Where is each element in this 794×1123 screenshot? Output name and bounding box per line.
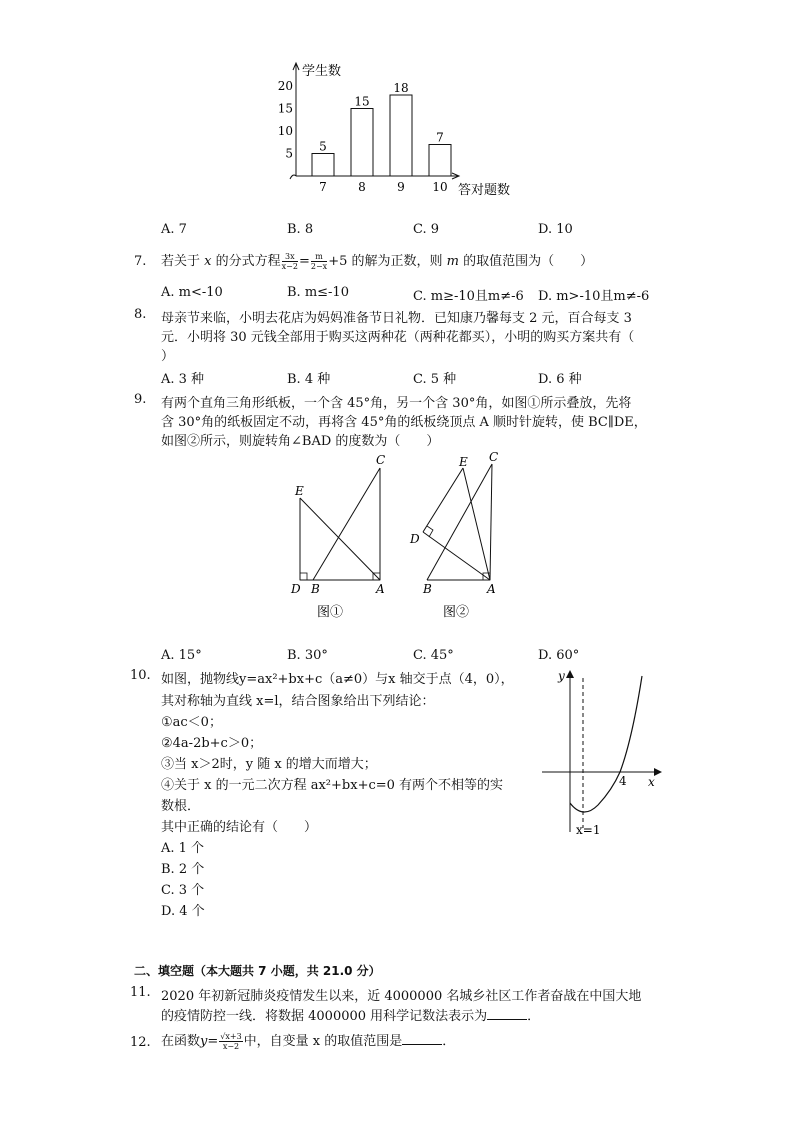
q8-number: 8. [134,307,147,322]
section-heading-fill-in: 二、填空题（本大题共 7 小题，共 21.0 分） [134,964,381,978]
chart-y-tick-label: 5 [285,146,293,161]
q9-number: 9. [134,392,147,407]
chart-value-label: 5 [319,139,327,154]
q9-option-d[interactable]: D. 60° [538,648,580,663]
q9-line-3: 如图②所示，则旋转角∠BAD 的度数为（ ） [161,434,440,449]
q7-fraction-1: $\frac{3x}{x-2}$ [281,252,298,271]
q9-option-b[interactable]: B. 30° [287,648,328,663]
q7-fraction-2: $\frac{m}{2-x}$ [310,252,328,271]
chart-bar [390,95,412,176]
chart-y-tick-label: 15 [277,101,293,116]
q6-option-b[interactable]: B. 8 [287,222,314,237]
fig1-label-c: C [376,453,386,467]
chart-x-tick-label: 7 [319,180,327,194]
q10-conclusion-4a: ④关于 x 的一元二次方程 ax²+bx+c=0 有两个不相等的实 [161,778,504,793]
chart-y-tick-label: 20 [277,79,293,93]
q7-option-d[interactable]: D. m>-10且m≠-6 [538,289,650,304]
q7-option-b[interactable]: B. m≤-10 [287,285,349,300]
q9-figure-2 [405,450,515,625]
q11-end: ． [527,1009,541,1024]
q7-option-a[interactable]: A. m<-10 [161,285,223,300]
chart-x-tick-label: 10 [432,180,448,194]
fig2-label-b: B [423,582,432,596]
chart-value-label: 7 [436,130,444,145]
q12-number: 12. [130,1035,151,1050]
q7-text: 的分式方程 [215,254,281,269]
fig1-label-b: B [311,582,320,596]
fig1-label-d: D [291,582,301,596]
fig1-label-a: A [376,582,385,596]
q12-stem [161,1030,455,1051]
q9-line-1: 有两个直角三角形纸板，一个含 45°角，另一个含 30°角，如图①所示叠放，先将 [161,396,632,411]
fig2-label-a: A [487,582,496,596]
q8-line-2: 元．小明将 30 元钱全部用于购买这两种花（两种花都买），小明的购买方案共有（ [161,330,635,345]
q9-option-a[interactable]: A. 15° [161,648,202,663]
q7-equals: = [298,254,310,269]
q12-text: 在函数 [161,1034,201,1049]
q12-text: 中，自变量 x 的取值范围是 [243,1034,403,1049]
q10-conclusion-3: ③当 x＞2时，y 随 x 的增大而增大； [161,757,377,772]
q10-line-2: 其对称轴为直线 x=l，结合图象给出下列结论： [161,694,435,709]
q10-conclusion-1: ①ac＜0； [161,715,222,730]
q8-option-b[interactable]: B. 4 种 [287,372,331,387]
q8-line-1: 母亲节来临，小明去花店为妈妈准备节日礼物．已知康乃馨每支 2 元，百合每支 3 [161,311,632,326]
q10-graph-four: 4 [619,774,627,788]
fig2-caption: 图② [443,605,470,620]
q10-option-b[interactable]: B. 2 个 [161,862,205,877]
fig1-label-e: E [295,484,304,498]
chart-bar [429,145,451,177]
chart-value-label: 15 [354,94,370,109]
q11-number: 11. [130,985,151,1000]
q6-option-d[interactable]: D. 10 [538,222,573,237]
q11-line-2 [161,1005,540,1024]
q11-answer-blank[interactable] [487,1007,527,1020]
q10-line-1: 如图，抛物线y=ax²+bx+c（a≠0）与x 轴交于点（4，0）， [161,672,514,687]
fig2-label-e: E [459,455,468,469]
q12-end: ． [442,1034,456,1049]
q12-var-y: y= [200,1034,219,1049]
chart-y-tick-label: 10 [277,124,293,138]
q10-option-a[interactable]: A. 1 个 [161,841,205,856]
chart-x-tick-label: 9 [397,180,405,194]
q7-stem [161,250,593,271]
chart-xlabel: 答对题数 [458,183,511,198]
q10-parabola-graph [540,660,670,840]
q8-option-c[interactable]: C. 5 种 [413,372,457,387]
q7-text: 若关于 [161,254,201,269]
q9-figure-1 [285,450,395,625]
q10-graph-y-label: y [558,669,565,683]
q11-line-1: 2020 年初新冠肺炎疫情发生以来，近 4000000 名城乡社区工作者奋战在中国大地 [161,989,642,1004]
q10-graph-x-label: x [648,775,655,789]
chart-bar [312,154,334,177]
q10-option-d[interactable]: D. 4 个 [161,904,205,919]
q10-question: 其中正确的结论有（ ） [161,820,318,835]
chart-x-tick-label: 8 [358,180,366,194]
q10-option-c[interactable]: C. 3 个 [161,883,205,898]
q7-text: 的解为正数，则 [351,254,443,269]
q10-conclusion-4b: 数根． [161,799,201,814]
q10-number: 10. [130,668,151,683]
chart-value-label: 18 [393,81,409,95]
fig2-label-c: C [489,450,499,464]
q9-option-c[interactable]: C. 45° [413,648,454,663]
q12-answer-blank[interactable] [402,1032,442,1045]
q8-line-3: ） [161,349,175,364]
q7-option-c[interactable]: C. m≥-10且m≠-6 [413,289,524,304]
q7-text: 的取值范围为（ ） [463,254,594,269]
q8-option-a[interactable]: A. 3 种 [161,372,205,387]
q7-plus: +5 [328,254,348,269]
q11-text: 的疫情防控一线．将数据 4000000 用科学记数法表示为 [161,1009,488,1024]
fig2-label-d: D [410,532,420,546]
chart-ylabel: 学生数 [302,64,342,79]
q10-conclusion-2: ②4a-2b+c＞0； [161,736,263,751]
q7-number: 7. [134,254,147,269]
q7-var-x: x [204,254,212,269]
bar-chart [277,58,540,200]
q10-graph-axis-label: x=1 [576,823,601,837]
chart-bar [351,109,373,177]
q12-fraction: $\frac{√x+3}{x-2}$ [220,1032,242,1051]
q6-option-a[interactable]: A. 7 [161,222,187,237]
fig1-caption: 图① [317,605,344,620]
q9-line-2: 含 30°角的纸板固定不动，再将含 45°角的纸板绕顶点 A 顺时针旋转，使 BC∥DE， [161,415,647,430]
q6-option-c[interactable]: C. 9 [413,222,440,237]
q7-var-m: m [446,254,459,269]
q8-option-d[interactable]: D. 6 种 [538,372,582,387]
chart-axis-break [290,175,296,179]
